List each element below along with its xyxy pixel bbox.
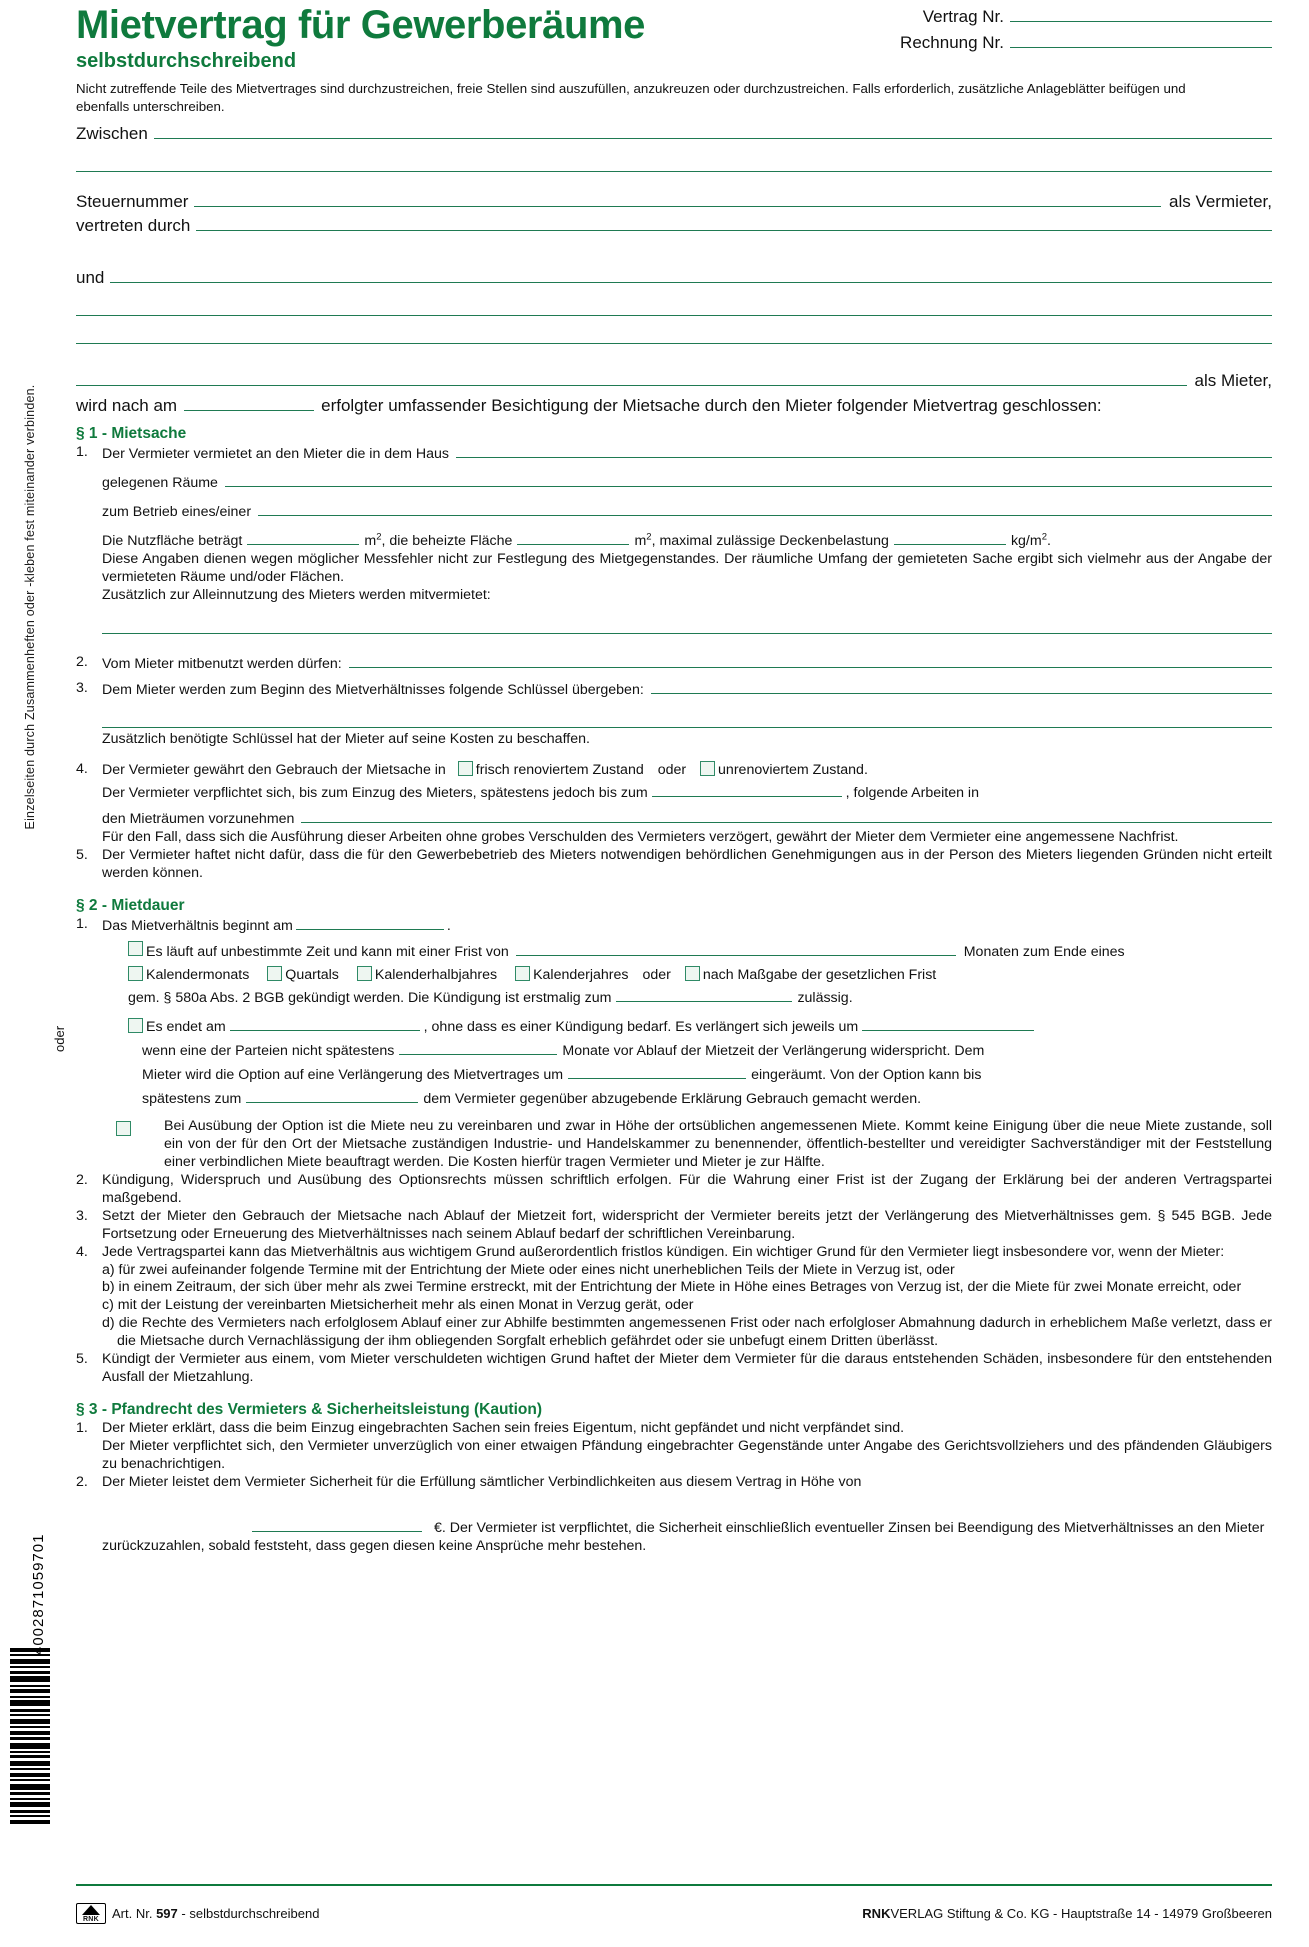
document-body — [76, 0, 1272, 1556]
s1-arbeiten-label: Der Vermieter verpflichtet sich, bis zum Einzug des Mieters, spätestens jedoch bis zum — [102, 785, 648, 802]
article-number: 597 — [156, 1906, 178, 1921]
s1-arbeiten-row — [102, 783, 1272, 803]
s1-item-2 — [76, 654, 1272, 674]
s3-kaution-amount-row — [102, 1518, 1272, 1556]
s1-sup-b: 2 — [646, 531, 652, 543]
checkbox-ausuebung-option[interactable] — [116, 1121, 131, 1136]
s2-endet-l3a-label: Mieter wird die Option auf eine Verlängerung des Mietvertrages um — [142, 1066, 564, 1083]
s1-betrieb-label: zum Betrieb eines/einer — [102, 503, 252, 520]
s2-endet-label: Es endet am — [146, 1019, 226, 1036]
s1-schluessel-row — [102, 680, 1272, 700]
s3-item-1 — [76, 1420, 1272, 1474]
ean-barcode — [10, 1648, 50, 1824]
s1-arbeiten-date-input[interactable] — [652, 783, 842, 797]
s2-ausuebung-text: Bei Ausübung der Option ist die Miete neu zu vereinbaren und zwar in Höhe der ortsüblichen angemessenen Miete. Kommt keine Einigung über die neue Miete zustande, soll ein von der für den Ort der Mietsache zuständigen Industrie- und Handelskammer zu benennender, öffentlich-bestellter und vereidigter Sachverständiger mit der Feststellung einer verbindlichen Miete beauftragt werden. Die Kosten hierfür tragen Vermieter und Mieter je zur Hälfte. — [164, 1117, 1272, 1170]
s2-fristlos-d: d) die Rechte des Vermieters nach erfolglosem Ablauf einer zur Abhilfe bestimmten angemessenen Frist oder nach erfolgloser Abmahnung dadurch in erheblichem Maße verletzt, dass er die Mietsache durch Vernachlässigung der ihm obliegenden Sorgfalt erheblich gefährdet oder sie unbefugt einem Dritten überlässt. — [102, 1315, 1272, 1350]
contract-number-row — [802, 4, 1272, 30]
s1-decken-label: , maximal zulässige Deckenbelastung — [651, 532, 889, 549]
als-vermieter-label: als Vermieter, — [1169, 192, 1272, 211]
s1-flaeche-row: Die Nutzfläche beträgt $m^2$, die beheizte Fläche $m^2$, maximal zulässige Deckenbelastung $kg/m^2$. — [102, 531, 1051, 549]
vertreten-durch-label: vertreten durch — [76, 216, 191, 235]
vertreten-durch-row — [76, 216, 1272, 236]
s1-sup-a: 2 — [376, 531, 382, 543]
s2-oder-inline-label: oder — [642, 967, 671, 984]
checkbox-gesetzliche-frist[interactable] — [685, 966, 700, 981]
s1-raeume-row — [102, 473, 1272, 493]
s3-kaution-input[interactable] — [252, 1518, 422, 1532]
s1-haus-label: Der Vermieter vermietet an den Mieter die in dem Haus — [102, 446, 449, 462]
s2-unbestimmt-label: Es läuft auf unbestimmte Zeit und kann mit einer Frist von — [146, 944, 509, 961]
s1-arbeiten-tail: , folgende Arbeiten in — [845, 785, 979, 802]
steuernummer-row — [76, 192, 1272, 212]
vertreten-durch-input[interactable] — [196, 216, 1272, 231]
tenant-line-4-input[interactable] — [76, 371, 1187, 386]
s2-massgabe-label: nach Maßgabe der gesetzlichen Frist — [702, 967, 937, 984]
s2-erstmalig-input[interactable] — [616, 988, 792, 1002]
s1-mitbenutzt-label: Vom Mieter mitbenutzt werden dürfen: — [102, 655, 342, 672]
s2-widerspruch-input[interactable] — [399, 1041, 557, 1055]
s1-oder-label: oder — [657, 761, 687, 778]
s1-schluessel-input[interactable] — [651, 680, 1272, 694]
s1-mietraeume-input[interactable] — [301, 809, 1272, 823]
s2-item-3 — [76, 1208, 1272, 1244]
s2-gem580a-label: gem. § 580a Abs. 2 BGB gekündigt werden. Die Kündigung ist erstmalig zum — [128, 990, 612, 1007]
s2-beginn-period: . — [446, 918, 451, 935]
s1-zustand-label: Der Vermieter gewährt den Gebrauch der Mietsache in — [102, 761, 446, 778]
s2-ausuebung-row — [102, 1118, 1272, 1172]
s2-item-1 — [76, 916, 1272, 1171]
section-2-list — [76, 916, 1272, 1387]
barcode-number: 4002871059701 — [30, 1533, 47, 1655]
s2-zulaessig-label: zulässig. — [797, 990, 853, 1007]
s2-beginn-label: Das Mietverhältnis beginnt am — [102, 918, 293, 935]
s2-fristlos-lead: Jede Vertragspartei kann das Mietverhältnis aus wichtigem Grund außerordentlich fristlos kündigen. Ein wichtiger Grund für den Vermieter liegt insbesondere vor, wenn der Mieter: — [102, 1243, 1225, 1260]
s3-pfaendung-text: Der Mieter verpflichtet sich, den Vermieter unverzüglich von einer etwaigen Pfändung eingebrachter Gegenstände unter Angabe des Gerichtsvollziehers und des pfändenden Gläubigers zu benachrichtigen. — [102, 1438, 1272, 1473]
binding-instruction-note: Einzelseiten durch Zusammenheften oder -kleben fest miteinander verbinden. — [23, 384, 37, 830]
s2-haftung-text: Kündigt der Vermieter aus einem, vom Mieter verschuldeten wichtigen Grund haftet der Mieter dem Vermieter für die daraus entstehenden Schäden, insbesondere für den entstehenden Ausfall der Mietzahlung. — [102, 1351, 1272, 1386]
s2-kalendermonats-label: Kalendermonats — [146, 967, 250, 984]
page-subtitle: selbstdurchschreibend — [76, 50, 297, 72]
s1-item-3 — [76, 680, 1272, 749]
s3-item-2 — [76, 1474, 1272, 1556]
publisher-info — [862, 1906, 1272, 1921]
s1-schluessel-note: Zusätzlich benötigte Schlüssel hat der Mieter auf seine Kosten zu beschaffen. — [102, 730, 590, 747]
section-1-heading: § 1 - Mietsache — [76, 425, 187, 442]
besichtigung-row — [76, 396, 1272, 416]
s2-kuendigung-text: Kündigung, Widerspruch und Ausübung des Optionsrechts müssen schriftlich erfolgen. Für die Wahrung einer Frist ist der Zugang der Erklärung bei der anderen Vertragspartei maßgebend. — [102, 1171, 1272, 1206]
s1-unit-m2-b: m — [634, 532, 647, 549]
steuernummer-input[interactable] — [194, 192, 1161, 207]
s1-item-5-number: 5. — [76, 847, 88, 864]
checkbox-frisch-renoviert[interactable] — [458, 761, 473, 776]
s1-beheizte-input[interactable] — [517, 531, 629, 545]
s2-verlaengert-input[interactable] — [862, 1017, 1034, 1031]
s1-item-4 — [76, 761, 1272, 848]
checkbox-kalenderhalbjahres[interactable] — [357, 966, 372, 981]
s2-kalenderhalbjahres-label: Kalenderhalbjahres — [374, 967, 498, 984]
s1-item-5 — [76, 847, 1272, 883]
checkbox-unbestimmte-zeit[interactable] — [128, 941, 143, 956]
section-2-heading: § 2 - Mietdauer — [76, 897, 185, 915]
intro-instructions: Nicht zutreffende Teile des Mietvertrages sind durchzustreichen, freie Stellen sind auszufüllen, anzukreuzen oder durchzustreichen. Falls erforderlich, zusätzliche Anlageblätter beifügen und ebenfalls unterschreiben. — [76, 81, 1186, 114]
zwischen-row — [76, 124, 1272, 144]
footer-divider — [76, 1884, 1272, 1886]
s1-decken-input[interactable] — [894, 531, 1006, 545]
s1-item-3-number: 3. — [76, 679, 88, 696]
s1-mitvermietet-input[interactable] — [102, 633, 1272, 634]
s2-beginn-row — [102, 916, 1272, 936]
checkbox-unrenoviert[interactable] — [700, 761, 715, 776]
s1-haus-row — [102, 444, 1272, 464]
s1-item-1-number: 1. — [76, 444, 88, 460]
rnk-logo-text: RNK — [82, 1916, 100, 1923]
s2-endet-l2-row — [102, 1041, 1272, 1061]
section-3-list — [76, 1420, 1272, 1556]
s2-gem580a-row — [102, 988, 1272, 1008]
s2-endet-row — [102, 1017, 1272, 1037]
s2-item-5 — [76, 1351, 1272, 1387]
s1-item-2-number: 2. — [76, 653, 88, 670]
s2-kalender-row — [102, 966, 1272, 985]
s1-genehmigungen-text: Der Vermieter haftet nicht dafür, dass die für den Gewerbebetrieb des Mieters notwendigen behördlichen Genehmigungen aus in der Person des Mieters liegenden Gründen nicht erteilt werden können. — [102, 847, 1272, 882]
s1-raeume-input[interactable] — [225, 473, 1272, 487]
s2-endet-l3-row — [102, 1065, 1272, 1085]
s1-unit-m2-a: m — [364, 532, 377, 549]
s1-betrieb-row — [102, 502, 1272, 522]
s2-frist-input[interactable] — [516, 942, 956, 956]
s2-endet-l4b-label: dem Vermieter gegenüber abzugebende Erklärung Gebrauch gemacht werden. — [423, 1090, 922, 1107]
section-1-list — [76, 444, 1272, 883]
contract-number-input[interactable] — [1010, 7, 1272, 22]
s2-item-2 — [76, 1172, 1272, 1208]
s2-endet-l2b-label: Monate vor Ablauf der Mietzeit der Verlängerung widerspricht. Dem — [562, 1043, 985, 1060]
steuernummer-label: Steuernummer — [76, 192, 189, 211]
s2-fortsetzung-text: Setzt der Mieter den Gebrauch der Mietsache nach Ablauf der Mietzeit fort, widerspricht der Vermieter bereits jetzt der Verlängerung des Mietverhältnisses gem. § 545 BGB. Jede Fortsetzung oder Erneuerung des Mietverhältnisses nach seinem Ablauf bedarf der schriftlichen Vereinbarung. — [102, 1207, 1272, 1242]
checkbox-endet-am[interactable] — [128, 1018, 143, 1033]
besichtigung-date-input[interactable] — [184, 397, 314, 411]
s2-item-4 — [76, 1244, 1272, 1352]
tenant-line-2-input[interactable] — [76, 315, 1272, 316]
article-prefix: Art. Nr. — [112, 1906, 153, 1921]
s2-beginn-date-input[interactable] — [296, 916, 444, 930]
s2-unbestimmt-row — [102, 941, 1272, 962]
s1-nachfrist-text: Für den Fall, dass sich die Ausführung dieser Arbeiten ohne grobes Verschulden des Vermieters verzögert, gewährt der Mieter dem Vermieter eine angemessene Nachfrist. — [102, 829, 1179, 846]
page-title: Mietvertrag für Gewerberäume — [76, 3, 645, 47]
s1-mitbenutzt-row — [102, 654, 1272, 674]
s2-item-1-number: 1. — [76, 916, 88, 933]
s1-mitvermietet-text: Zusätzlich zur Alleinnutzung des Mieters werden mitvermietet: — [102, 586, 491, 603]
s1-nutzflaeche-input[interactable] — [247, 531, 359, 545]
besichtigung-pre-label: wird nach am — [76, 396, 178, 415]
s2-spaetestens-input[interactable] — [246, 1089, 418, 1103]
checkbox-kalenderjahres[interactable] — [515, 966, 530, 981]
s2-endet-date-input[interactable] — [230, 1017, 420, 1031]
parties-section — [76, 124, 1272, 416]
contract-number-label: Vertrag Nr. — [922, 7, 1004, 26]
s2-endet-l4a-label: spätestens zum — [142, 1090, 242, 1107]
und-label: und — [76, 268, 105, 287]
s1-mietraeume-row — [102, 809, 1272, 829]
s2-fristlos-c: c) mit der Leistung der vereinbarten Mietsicherheit mehr als einen Monat in Verzug gerät, oder — [102, 1297, 694, 1314]
checkbox-kalendermonats[interactable] — [128, 966, 143, 981]
s1-schluessel-input-2[interactable] — [102, 727, 1272, 728]
s2-quartals-label: Quartals — [285, 967, 339, 984]
s2-fristlos-b: b) in einem Zeitraum, der sich über mehr als zwei Termine erstreckt, mit der Entrichtung der Miete in Höhe eines Betrages von Verzug ist, der die Miete für zwei Monate erreicht, oder — [102, 1279, 1242, 1296]
header-number-fields — [802, 4, 1272, 57]
s1-item-4-number: 4. — [76, 760, 88, 777]
footer-row — [76, 1903, 1272, 1924]
document-header — [76, 0, 1272, 112]
s2-item-2-number: 2. — [76, 1171, 88, 1188]
und-row — [76, 268, 1272, 288]
s2-endet-l4-row — [102, 1089, 1272, 1109]
publisher-address: VERLAG Stiftung & Co. KG - Hauptstraße 14 - 14979 Großbeeren — [890, 1906, 1272, 1921]
s2-option-input[interactable] — [568, 1065, 746, 1079]
s2-endet-tail: , ohne dass es einer Kündigung bedarf. Es verlängert sich jeweils um — [423, 1019, 859, 1036]
oder-vertical-label: oder — [52, 1025, 67, 1052]
rnk-logo-icon — [76, 1903, 106, 1924]
s1-schluessel-label: Dem Mieter werden zum Beginn des Mietverhältnisses folgende Schlüssel übergeben: — [102, 681, 644, 698]
invoice-number-label: Rechnung Nr. — [900, 33, 1004, 53]
besichtigung-post-label: erfolgter umfassender Besichtigung der Mietsache durch den Mieter folgender Mietvertrag geschlossen: — [321, 396, 1102, 415]
s2-kalenderjahres-label: Kalenderjahres — [533, 967, 629, 984]
tenant-line-3-input[interactable] — [76, 343, 1272, 344]
s3-item-1-number: 1. — [76, 1420, 88, 1437]
s1-zustand-row — [102, 761, 1272, 780]
tenant-name-input[interactable] — [110, 268, 1272, 283]
s1-betrieb-input[interactable] — [258, 502, 1272, 516]
als-mieter-row — [76, 371, 1272, 391]
s2-unbestimmt-tail: Monaten zum Ende eines — [963, 944, 1125, 961]
s2-item-3-number: 3. — [76, 1207, 88, 1224]
article-suffix: - selbstdurchschreibend — [181, 1906, 320, 1921]
publisher-brand: RNK — [862, 1906, 891, 1921]
section-3-heading: § 3 - Pfandrecht des Vermieters & Sicherheitsleistung (Kaution) — [76, 1401, 542, 1419]
s2-item-4-number: 4. — [76, 1243, 88, 1260]
s1-nutzflaeche-label: Die Nutzfläche beträgt — [102, 532, 243, 549]
s1-sup-c: 2 — [1041, 531, 1047, 543]
left-margin-strip — [0, 0, 68, 1947]
landlord-name-input[interactable] — [154, 124, 1272, 139]
checkbox-quartals[interactable] — [267, 966, 282, 981]
s2-endet-l3b-label: eingeräumt. Von der Option kann bis — [751, 1066, 982, 1083]
footer-left — [76, 1903, 319, 1924]
article-info — [112, 1906, 319, 1921]
s1-cb2-label: unrenoviertem Zustand. — [718, 761, 868, 778]
s1-mitbenutzt-input[interactable] — [349, 654, 1272, 668]
s1-raeume-label: gelegenen Räume — [102, 474, 218, 491]
s3-kaution-text-b: €. Der Vermieter ist verpflichtet, die Sicherheit einschließlich eventueller Zinsen bei Beendigung des Mietverhältnisses an den Mieter zurückzuzahlen, sobald feststeht, dass gegen diesen keine Ansprüche mehr bestehen. — [102, 1519, 1265, 1554]
s1-unit-kgm2: kg/m — [1010, 532, 1042, 549]
s2-item-5-number: 5. — [76, 1351, 88, 1368]
document-footer — [76, 1884, 1272, 1924]
s2-fristlos-a: a) für zwei aufeinander folgende Termine mit der Entrichtung der Miete oder eines nicht unerheblichen Teils der Miete in Verzug ist, oder — [102, 1261, 955, 1278]
s1-beheizte-label: , die beheizte Fläche — [381, 532, 513, 549]
s1-item-1 — [76, 444, 1272, 634]
s1-messfehler-text: Diese Angaben dienen wegen möglicher Messfehler nicht zur Festlegung des Mietgegenstandes. Der räumliche Umfang der gemieteten Sache ergibt sich vielmehr aus der Angabe der vermieteten Räume und/oder Flächen. — [102, 550, 1272, 585]
s1-cb1-label: frisch renoviertem Zustand — [475, 761, 644, 778]
invoice-number-input[interactable] — [1010, 33, 1272, 48]
s3-eigentum-text: Der Mieter erklärt, dass die beim Einzug eingebrachten Sachen sein freies Eigentum, nicht gepfändet und nicht verpfändet sind. — [102, 1420, 905, 1437]
zwischen-label: Zwischen — [76, 124, 148, 143]
s1-haus-input[interactable] — [456, 444, 1272, 458]
s2-endet-l2a-label: wenn eine der Parteien nicht spätestens — [142, 1043, 395, 1060]
s1-mietraeume-label: den Mieträumen vorzunehmen — [102, 811, 295, 828]
s3-item-2-number: 2. — [76, 1474, 88, 1491]
als-mieter-label: als Mieter, — [1194, 371, 1272, 390]
invoice-number-row — [802, 30, 1272, 56]
s3-kaution-text-a: Der Mieter leistet dem Vermieter Sicherheit für die Erfüllung sämtlicher Verbindlichkeiten aus diesem Vertrag in Höhe von — [102, 1474, 862, 1491]
landlord-address-input[interactable] — [76, 171, 1272, 172]
